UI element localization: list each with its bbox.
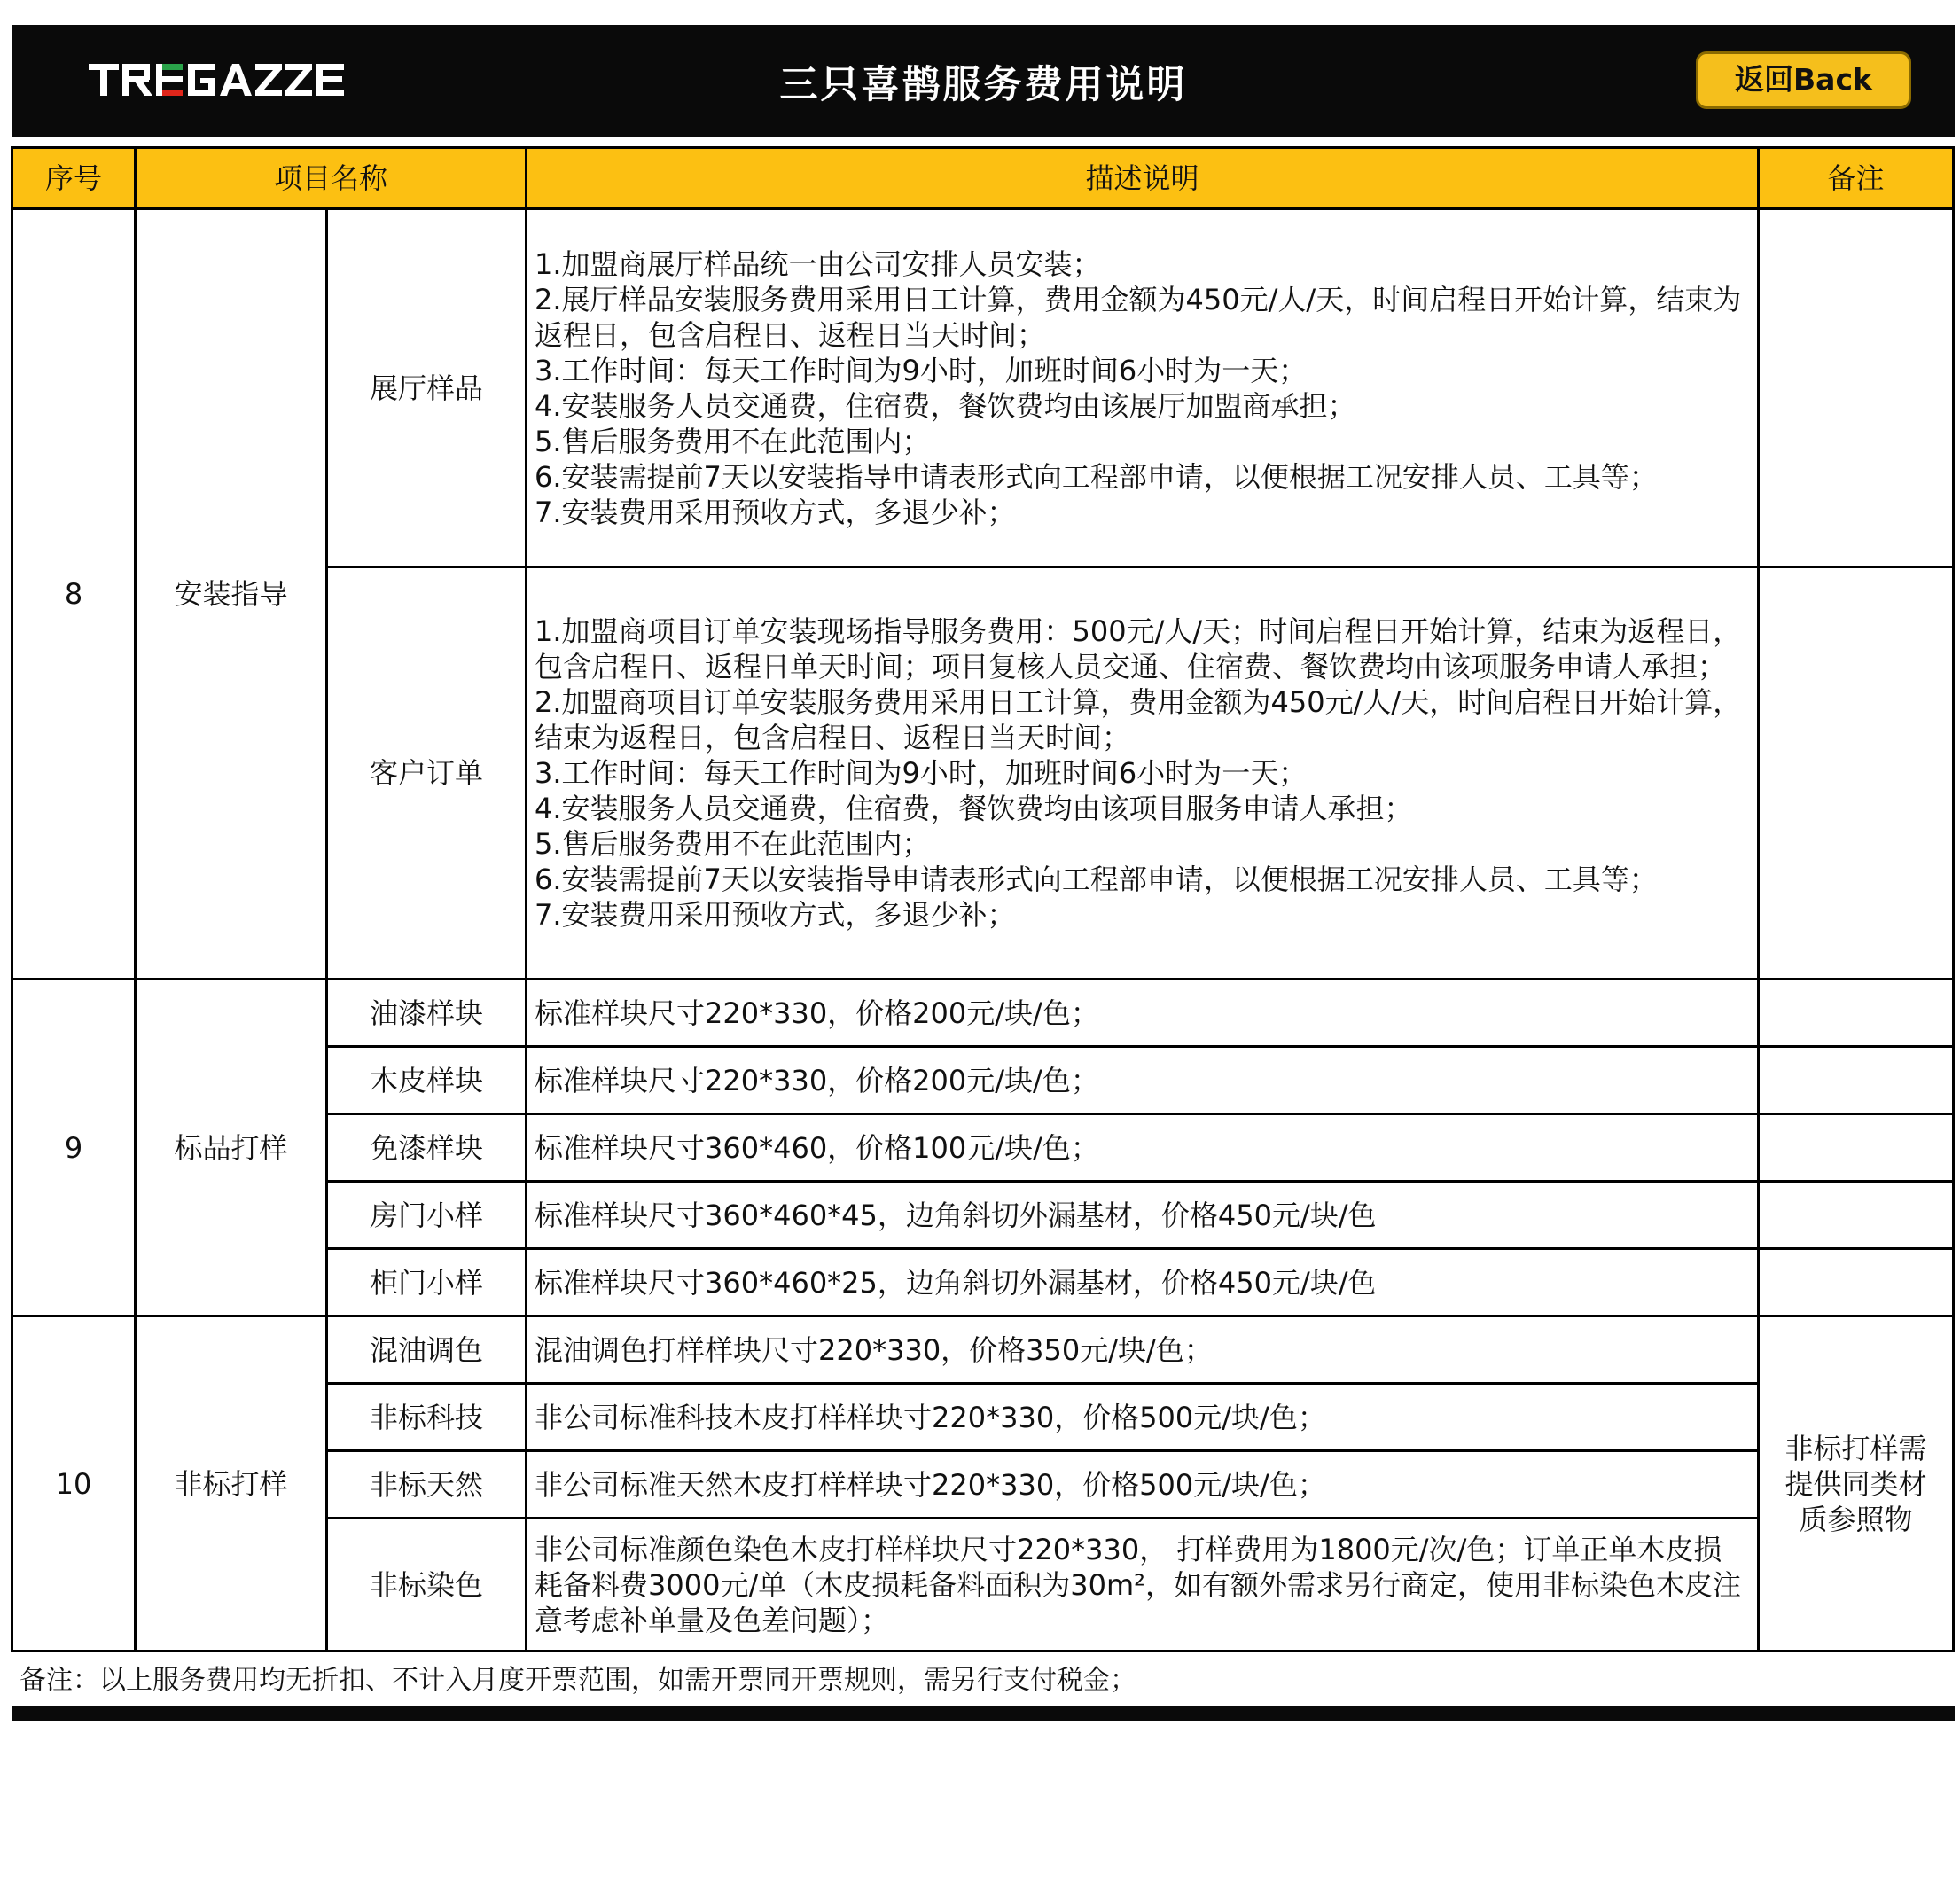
col-header-note: 备注 <box>1759 148 1954 209</box>
sub-item-name: 非标染色 <box>327 1519 527 1652</box>
sub-item-note <box>1759 567 1954 980</box>
col-header-desc: 描述说明 <box>527 148 1759 209</box>
page-title: 三只喜鹊服务费用说明 <box>779 63 1188 107</box>
sub-item-name: 柜门小样 <box>327 1249 527 1316</box>
sub-item-name: 客户订单 <box>327 567 527 980</box>
group-name: 非标打样 <box>136 1316 327 1652</box>
sub-item-desc: 标准样块尺寸220*330，价格200元/块/色； <box>527 1047 1759 1114</box>
table-row <box>12 209 1954 567</box>
sub-item-desc: 标准样块尺寸220*330，价格200元/块/色； <box>527 980 1759 1047</box>
sub-item-note <box>1759 1114 1954 1182</box>
sub-item-name: 混油调色 <box>327 1316 527 1384</box>
group-name: 安装指导 <box>136 209 327 980</box>
sub-item-name: 展厅样品 <box>327 209 527 567</box>
sub-item-desc: 非公司标准颜色染色木皮打样样块尺寸220*330， 打样费用为1800元/次/色；订单正单木皮损耗备料费3000元/单（木皮损耗备料面积为30m²，如有额外需求另行商定，使用非标染色木皮注意考虑补单量及色差问题）； <box>527 1519 1759 1652</box>
sub-item-name: 免漆样块 <box>327 1114 527 1182</box>
sub-item-name: 非标天然 <box>327 1451 527 1519</box>
sub-item-name: 房门小样 <box>327 1182 527 1249</box>
table-header-row <box>12 148 1954 209</box>
group-name: 标品打样 <box>136 980 327 1316</box>
col-header-seq: 序号 <box>12 148 136 209</box>
sub-item-name: 非标科技 <box>327 1384 527 1451</box>
fee-table-container <box>11 146 1952 1652</box>
sub-item-desc: 混油调色打样样块尺寸220*330，价格350元/块/色； <box>527 1316 1759 1384</box>
table-row <box>12 980 1954 1047</box>
table-row <box>12 1316 1954 1384</box>
sub-item-desc: 标准样块尺寸360*460，价格100元/块/色； <box>527 1114 1759 1182</box>
sub-item-desc: 非公司标准科技木皮打样样块寸220*330，价格500元/块/色； <box>527 1384 1759 1451</box>
footnote: 备注：以上服务费用均无折扣、不计入月度开票范围，如需开票同开票规则，需另行支付税金； <box>20 1665 1136 1696</box>
sub-item-note <box>1759 1047 1954 1114</box>
fee-table <box>11 146 1955 1652</box>
sub-item-note <box>1759 980 1954 1047</box>
bottom-divider <box>12 1706 1955 1721</box>
col-header-item: 项目名称 <box>136 148 527 209</box>
sub-item-desc: 1.加盟商展厅样品统一由公司安排人员安装； 2.展厅样品安装服务费用采用日工计算，费用金额为450元/人/天，时间启程日开始计算，结束为返程日，包含启程日、返程日当天时间； 3.工作时间：每天工作时间为9小时，加班时间6小时为一天； 4.安装服务人员交通费，住宿费，餐饮费均由该展厅加盟商承担； 5.售后服务费用不在此范围内； 6.安装需提前7天以安装指导申请表形式向工程部申请，以便根据工况安排人员、工具等； 7.安装费用采用预收方式，多退少补； <box>527 209 1759 567</box>
back-button[interactable]: 返回Back <box>1696 51 1911 109</box>
group-seq: 8 <box>12 209 136 980</box>
sub-item-desc: 1.加盟商项目订单安装现场指导服务费用：500元/人/天；时间启程日开始计算，结束为返程日，包含启程日、返程日单天时间；项目复核人员交通、住宿费、餐饮费均由该项服务申请人承担； 2.加盟商项目订单安装服务费用采用日工计算，费用金额为450元/人/天，时间启程日开始计算，结束为返程日，包含启程日、返程日当天时间； 3.工作时间：每天工作时间为9小时，加班时间6小时为一天； 4.安装服务人员交通费，住宿费，餐饮费均由该项目服务申请人承担； 5.售后服务费用不在此范围内； 6.安装需提前7天以安装指导申请表形式向工程部申请，以便根据工况安排人员、工具等； 7.安装费用采用预收方式，多退少补； <box>527 567 1759 980</box>
sub-item-desc: 标准样块尺寸360*460*45，边角斜切外漏基材，价格450元/块/色 <box>527 1182 1759 1249</box>
group-seq: 9 <box>12 980 136 1316</box>
group-note: 非标打样需 提供同类材 质参照物 <box>1759 1316 1954 1652</box>
page-header <box>12 25 1955 137</box>
sub-item-desc: 非公司标准天然木皮打样样块寸220*330，价格500元/块/色； <box>527 1451 1759 1519</box>
group-seq: 10 <box>12 1316 136 1652</box>
sub-item-note <box>1759 1182 1954 1249</box>
sub-item-name: 木皮样块 <box>327 1047 527 1114</box>
sub-item-desc: 标准样块尺寸360*460*25，边角斜切外漏基材，价格450元/块/色 <box>527 1249 1759 1316</box>
sub-item-name: 油漆样块 <box>327 980 527 1047</box>
sub-item-note <box>1759 1249 1954 1316</box>
sub-item-note <box>1759 209 1954 567</box>
